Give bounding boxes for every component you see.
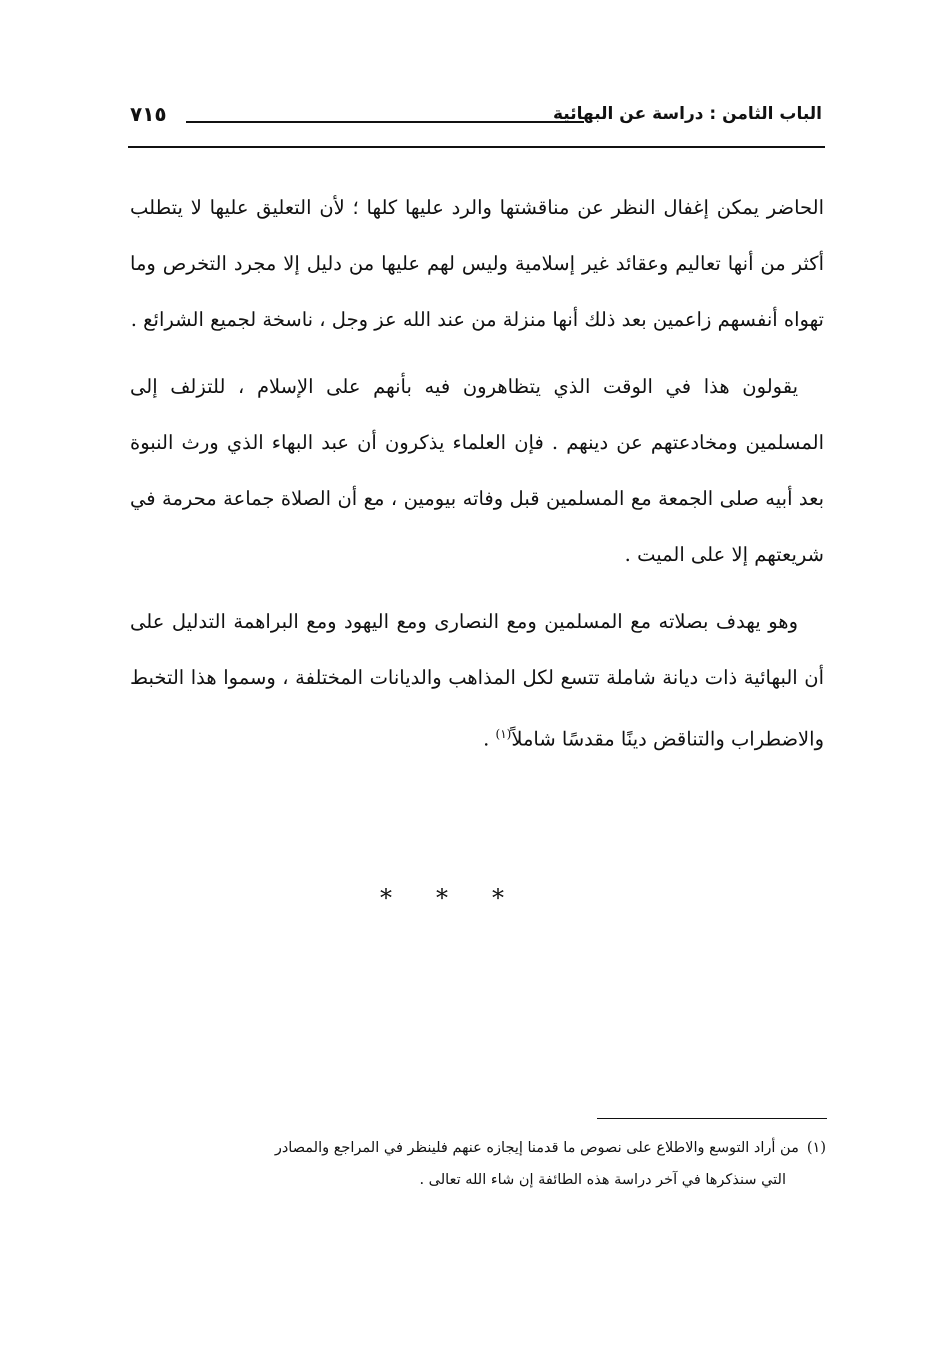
footnote-marker: (١) <box>806 1140 826 1156</box>
paragraph-2: يقولون هذا في الوقت الذي يتظاهرون فيه بأنهم على الإسلام ، للتزلف إلى المسلمين ومخادعتهم عن دينهم . فإن العلماء يذكرون أن عبد البهاء الذي ورث النبوة بعد أبيه صلى الجمعة مع المسلمين قبل وفاته بيومين ، مع أن الصلاة جماعة محرمة في شريعتهم إلا على الميت . <box>130 375 824 566</box>
page-number: ٧١٥ <box>130 102 167 126</box>
running-header <box>128 96 822 136</box>
separator-star: * <box>380 884 436 912</box>
header-dash-line <box>186 121 584 123</box>
separator-star: * <box>436 884 492 912</box>
footnote-rule <box>597 1118 827 1119</box>
paragraph-3 <box>130 594 824 768</box>
main-text <box>130 180 824 768</box>
paragraph-3-text: وهو يهدف بصلاته مع المسلمين ومع النصارى ومع اليهود ومع البراهمة التدليل على أن البهائية ذات ديانة شاملة تتسع لكل المذاهب والديانات المختلفة ، وسموا هذا التخبط والاضطراب والتناقض دينًا مقدسًا شاملاً <box>130 610 824 751</box>
chapter-title: الباب الثامن : دراسة عن البهائية <box>552 104 822 124</box>
header-rule <box>128 146 825 148</box>
section-separator <box>0 884 928 912</box>
footnote-line-2: التي سنذكرها في آخر دراسة هذه الطائفة إن شاء الله تعالى . <box>419 1172 786 1188</box>
footnote-reference: (١) <box>495 727 512 741</box>
paragraph-3-tail: . <box>483 727 496 751</box>
footnote <box>126 1132 826 1196</box>
footnote-text-1: من أراد التوسع والاطلاع على نصوص ما قدمنا إيجازه عنهم فلينظر في المراجع والمصادر <box>274 1140 799 1156</box>
paragraph-1: الحاضر يمكن إغفال النظر عن مناقشتها والرد عليها كلها ؛ لأن التعليق عليها لا يتطلب أكثر من أنها تعاليم وعقائد غير إسلامية وليس لهم عليها من دليل إلا مجرد التخرص وما تهواه أنفسهم زاعمين بعد ذلك أنها منزلة من عند الله عز وجل ، ناسخة لجميع الشرائع . <box>130 196 824 331</box>
footnote-line-1 <box>126 1132 826 1164</box>
separator-star: * <box>492 884 548 912</box>
